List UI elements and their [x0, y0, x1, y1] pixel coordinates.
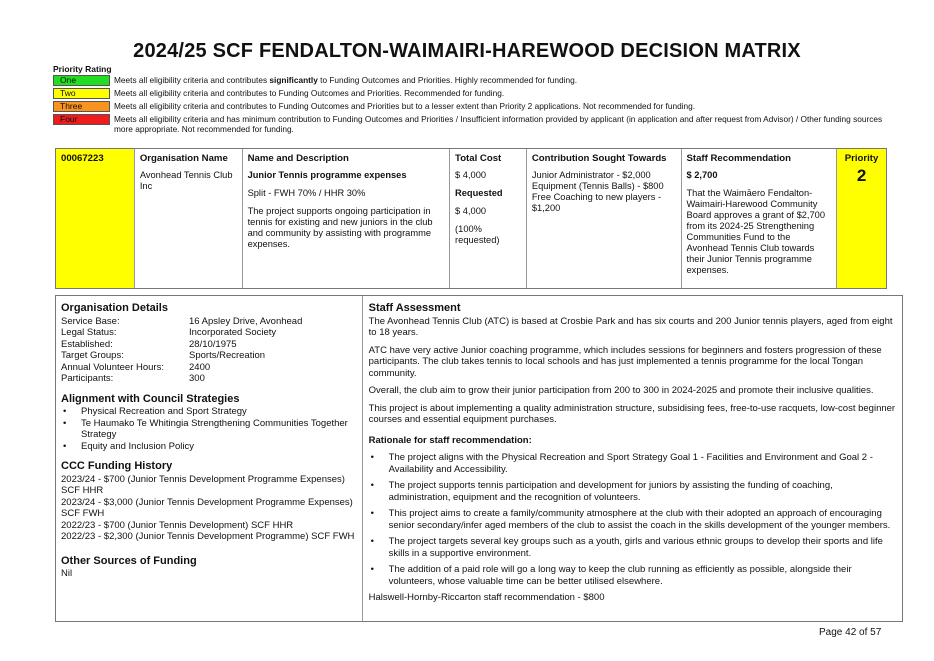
- staff-recommendation-cell: [682, 149, 838, 288]
- assessment-paragraph: The Avonhead Tennis Club (ATC) is based at Crosbie Park and has six courts and 200 Junior tennis players, aged from eight to 18 years.: [368, 315, 893, 338]
- priority-rating-legend: [53, 64, 883, 136]
- rationale-item: [369, 536, 896, 559]
- page-title: 2024/25 SCF FENDALTON-WAIMAIRI-HAREWOOD DECISION MATRIX: [133, 40, 801, 62]
- priority-description: Meets all eligibility criteria and has minimum contribution to Funding Outcomes and Priorities / Insufficient information provided by applicant (in application and after request from Advisor) / Other funding sources more appropriate. Not recommended for funding.: [114, 114, 883, 134]
- application-id: 00067223: [61, 153, 104, 164]
- alignment-heading: Alignment with Council Strategies: [61, 392, 240, 405]
- org-detail-row: [61, 339, 357, 351]
- funding-history-item: 2023/24 - $3,000 (Junior Tennis Development Programme Expenses) SCF FWH: [61, 496, 353, 519]
- org-detail-row: [61, 327, 357, 339]
- alignment-text: Equity and Inclusion Policy: [81, 440, 195, 452]
- bullet-icon: •: [370, 452, 374, 463]
- organisation-name-cell: [135, 149, 243, 288]
- priority-legend-row: [53, 114, 883, 134]
- bullet-icon: •: [370, 508, 374, 519]
- priority-description: Meets all eligibility criteria and contributes to Funding Outcomes and Priorities. Recommended for funding.: [114, 88, 505, 98]
- org-detail-value: Sports/Recreation: [189, 350, 266, 361]
- rationale-heading: Rationale for staff recommendation:: [368, 434, 532, 446]
- priority-legend-row: [53, 88, 883, 99]
- rationale-item: [369, 480, 896, 503]
- recommended-amount: $ 2,700: [686, 170, 718, 180]
- other-sources-heading: Other Sources of Funding: [61, 554, 197, 567]
- alignment-item: [61, 418, 357, 441]
- rationale-text: This project aims to create a family/community atmosphere at the club with their adopted an approach of encouraging senior secondary/infer aged members of the club to assist the coach in the skills development of the younger members.: [388, 508, 891, 531]
- recommendation-text: That the Waimāero Fendalton-Waimairi-Harewood Community Board approves a grant of $2,700 from its 2024-25 Strengthening Communities Fund to the Avonhead Tennis Club towards their Junior Tennis programme expenses.: [686, 188, 826, 275]
- project-description: The project supports ongoing participation in tennis for existing and new juniors in the club and community by assisting with programme expenses.: [247, 206, 433, 249]
- org-detail-row: [61, 362, 357, 374]
- org-detail-value: 2400: [189, 361, 211, 373]
- priority-value: 2: [856, 166, 867, 185]
- cost-cell: [450, 149, 527, 288]
- funding-history-item: 2023/24 - $700 (Junior Tennis Development Programme Expenses) SCF HHR: [61, 473, 345, 496]
- organisation-column: [56, 296, 363, 621]
- funding-history-item: 2022/23 - $2,300 (Junior Tennis Development Programme) SCF FWH: [61, 531, 355, 542]
- funding-split: Split - FWH 70% / HHR 30%: [247, 188, 366, 198]
- contribution-item: Free Coaching to new players - $1,200: [531, 192, 662, 213]
- closing-recommendation: Halswell-Hornby-Riccarton staff recommendation - $800: [368, 592, 605, 603]
- rationale-text: The project supports tennis participation and development for juniors by assisting the funding of coaching, administration, equipment and the recognition of volunteers.: [388, 480, 833, 503]
- org-detail-label: Annual Volunteer Hours:: [61, 361, 164, 373]
- priority-description: Meets all eligibility criteria and contributes to Funding Outcomes and Priorities but to a lesser extent than Priority 2 applications. Not recommended for funding.: [114, 101, 696, 111]
- org-detail-label: Target Groups:: [61, 350, 124, 361]
- bullet-icon: •: [63, 440, 67, 452]
- bullet-icon: •: [370, 564, 374, 575]
- org-detail-label: Service Base:: [61, 315, 120, 327]
- org-detail-value: 300: [189, 373, 205, 384]
- funding-history-heading: CCC Funding History: [61, 460, 173, 472]
- requested-heading: Requested: [455, 188, 503, 198]
- alignment-text: Te Haumako Te Whitingia Strengthening Communities Together Strategy: [81, 417, 348, 440]
- staff-assessment-heading: Staff Assessment: [368, 302, 461, 314]
- org-detail-row: [61, 316, 357, 328]
- rationale-text: The addition of a paid role will go a long way to keep the club running as efficiently as possible, alongside their volunteers, whose valuable time can be better utilised elsewhere.: [388, 564, 852, 587]
- bullet-icon: •: [370, 536, 374, 547]
- org-detail-label: Established:: [61, 338, 113, 350]
- application-id-cell: [56, 149, 135, 288]
- priority-rating-heading: Priority Rating: [53, 64, 112, 74]
- rationale-text: The project targets several key groups such as a youth, girls and various ethnic groups to develop their sports and life skills in a supportive environment.: [388, 536, 883, 559]
- staff-recommendation-heading: Staff Recommendation: [686, 153, 791, 164]
- rationale-item: [369, 508, 896, 531]
- alignment-item: [61, 406, 357, 418]
- org-detail-label: Participants:: [61, 373, 114, 384]
- contribution-cell: [527, 149, 682, 288]
- org-detail-value: 28/10/1975: [189, 338, 237, 350]
- organisation-name: Avonhead Tennis Club Inc: [139, 170, 233, 191]
- page-number: Page 42 of 57: [819, 627, 882, 638]
- org-detail-value: Incorporated Society: [189, 327, 277, 338]
- priority-emphasis: significantly: [269, 75, 318, 85]
- organisation-name-heading: Organisation Name: [139, 153, 228, 164]
- priority-heading: Priority: [844, 153, 879, 164]
- name-description-cell: [243, 149, 450, 288]
- other-sources-value: Nil: [61, 568, 73, 579]
- project-title: Junior Tennis programme expenses: [247, 170, 407, 180]
- total-cost: $ 4,000: [455, 170, 487, 180]
- priority-swatch: Four: [53, 114, 110, 125]
- assessment-paragraph: ATC have very active Junior coaching programme, which includes sessions for beginners and fosters progression of these participants. The club takes tennis to local schools and has just implemented a tennis programme for the local Tongan community.: [368, 344, 882, 379]
- assessment-paragraph: Overall, the club aim to grow their junior participation from 200 to 300 in 2024-2025 and promote their inclusive qualities.: [368, 385, 874, 396]
- priority-description: Meets all eligibility criteria and contributes significantly to Funding Outcomes and Priorities. Highly recommended for funding.: [114, 75, 578, 85]
- assessment-paragraph: This project is about implementing a quality administration structure, subsidising fees, free-to-use racquets, low-cost beginner courses and essential equipment purchases.: [368, 402, 896, 425]
- rationale-item: [369, 564, 896, 587]
- org-detail-row: [61, 350, 357, 362]
- priority-cell: [837, 149, 886, 288]
- contribution-item: Junior Administrator - $2,000: [531, 170, 651, 180]
- bullet-icon: •: [63, 406, 67, 417]
- priority-legend-row: [53, 101, 883, 112]
- application-summary: [55, 148, 887, 289]
- requested-amount: $ 4,000: [455, 206, 487, 216]
- details-section: [55, 295, 903, 622]
- total-cost-heading: Total Cost: [455, 153, 502, 164]
- priority-swatch: Three: [53, 101, 110, 112]
- alignment-text: Physical Recreation and Sport Strategy: [81, 406, 247, 417]
- priority-swatch: One: [53, 75, 110, 86]
- bullet-icon: •: [63, 417, 67, 429]
- priority-swatch: Two: [53, 88, 110, 99]
- org-detail-label: Legal Status:: [61, 327, 117, 338]
- rationale-text: The project aligns with the Physical Recreation and Sport Strategy Goal 1 - Facilities and Environment and Goal 2 - Availability and Accessibility.: [388, 452, 873, 475]
- bullet-icon: •: [370, 480, 374, 491]
- org-details-heading: Organisation Details: [61, 302, 168, 314]
- funding-history-item: 2022/23 - $700 (Junior Tennis Development) SCF HHR: [61, 519, 294, 531]
- requested-percentage: (100% requested): [455, 224, 500, 245]
- name-description-heading: Name and Description: [247, 153, 349, 164]
- contribution-item: Equipment (Tennis Balls) - $800: [531, 181, 664, 191]
- org-detail-value: 16 Apsley Drive, Avonhead: [189, 315, 303, 327]
- alignment-item: [61, 441, 357, 453]
- org-detail-row: [61, 373, 357, 385]
- priority-legend-row: [53, 75, 883, 86]
- staff-assessment-column: [363, 296, 902, 621]
- rationale-item: [369, 452, 896, 475]
- contribution-heading: Contribution Sought Towards: [531, 153, 667, 164]
